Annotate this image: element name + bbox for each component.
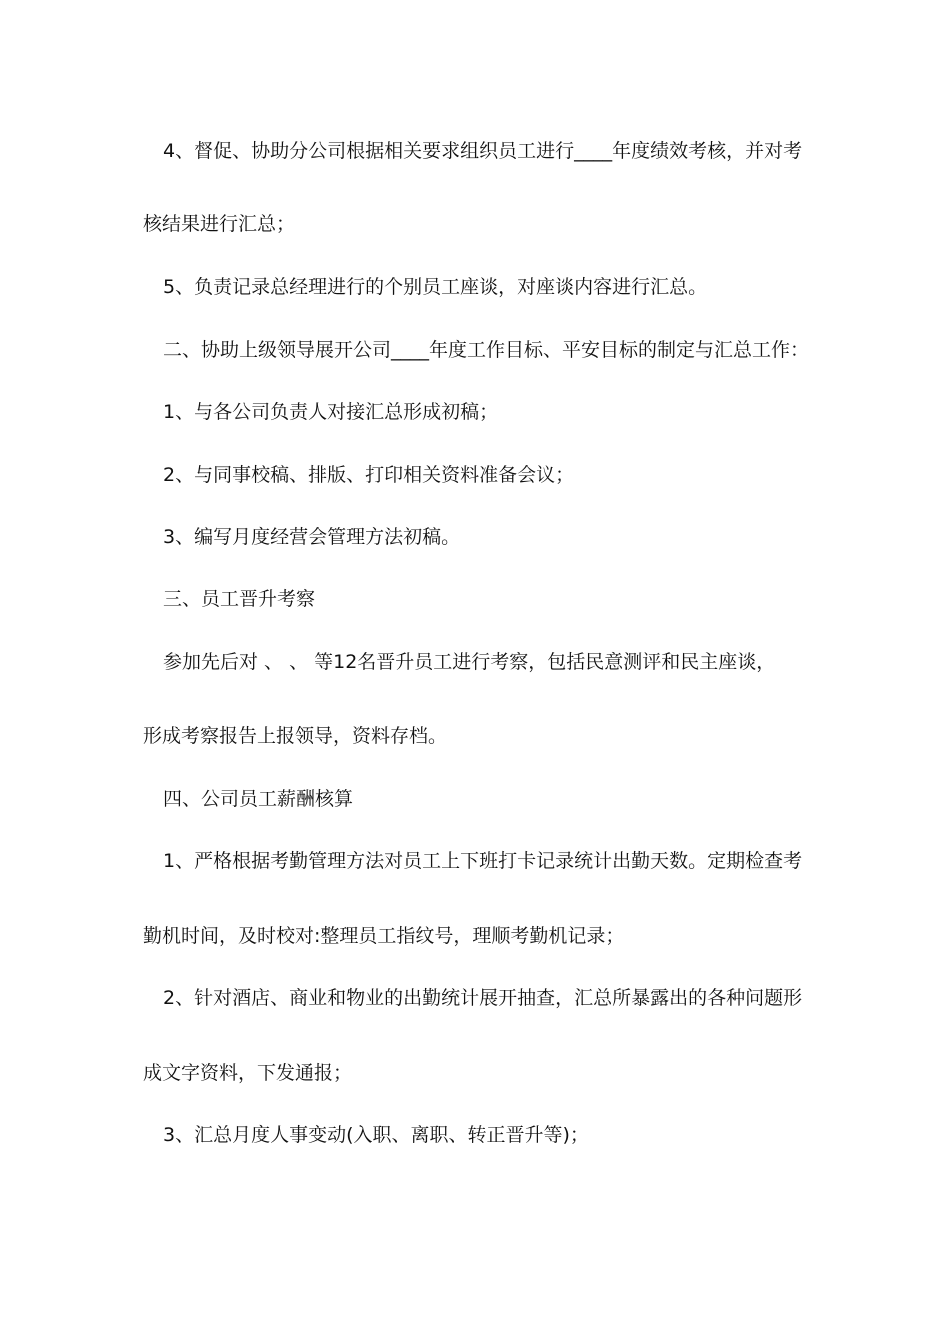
section-3-paragraph-line-2: 形成考察报告上报领导，资料存档。: [143, 725, 448, 747]
section-4-item-2-line-2: 成文字资料，下发通报；: [143, 1062, 353, 1084]
section-3-paragraph-line-1: 参加先后对 、 、 等12名晋升员工进行考察，包括民意测评和民主座谈，: [163, 651, 776, 673]
paragraph-item-4-line-2: 核结果进行汇总；: [143, 213, 296, 235]
section-heading-3: 三、员工晋升考察: [163, 588, 316, 610]
section-heading-4: 四、公司员工薪酬核算: [163, 788, 354, 810]
paragraph-item-4-line-1: 4、督促、协助分公司根据相关要求组织员工进行____年度绩效考核，并对考: [163, 140, 803, 162]
section-heading-2: 二、协助上级领导展开公司____年度工作目标、平安目标的制定与汇总工作：: [163, 339, 810, 361]
section-2-item-1: 1、与各公司负责人对接汇总形成初稿；: [163, 401, 499, 423]
section-4-item-2-line-1: 2、针对酒店、商业和物业的出勤统计展开抽查，汇总所暴露出的各种问题形: [163, 987, 803, 1009]
paragraph-item-5: 5、负责记录总经理进行的个别员工座谈，对座谈内容进行汇总。: [163, 276, 708, 298]
section-4-item-3: 3、汇总月度人事变动(入职、离职、转正晋升等)；: [163, 1124, 589, 1146]
section-4-item-1-line-1: 1、严格根据考勤管理方法对员工上下班打卡记录统计出勤天数。定期检查考: [163, 850, 803, 872]
section-4-item-1-line-2: 勤机时间，及时校对:整理员工指纹号，理顺考勤机记录；: [143, 925, 625, 947]
section-2-item-3: 3、编写月度经营会管理方法初稿。: [163, 526, 461, 548]
section-2-item-2: 2、与同事校稿、排版、打印相关资料准备会议；: [163, 464, 575, 486]
